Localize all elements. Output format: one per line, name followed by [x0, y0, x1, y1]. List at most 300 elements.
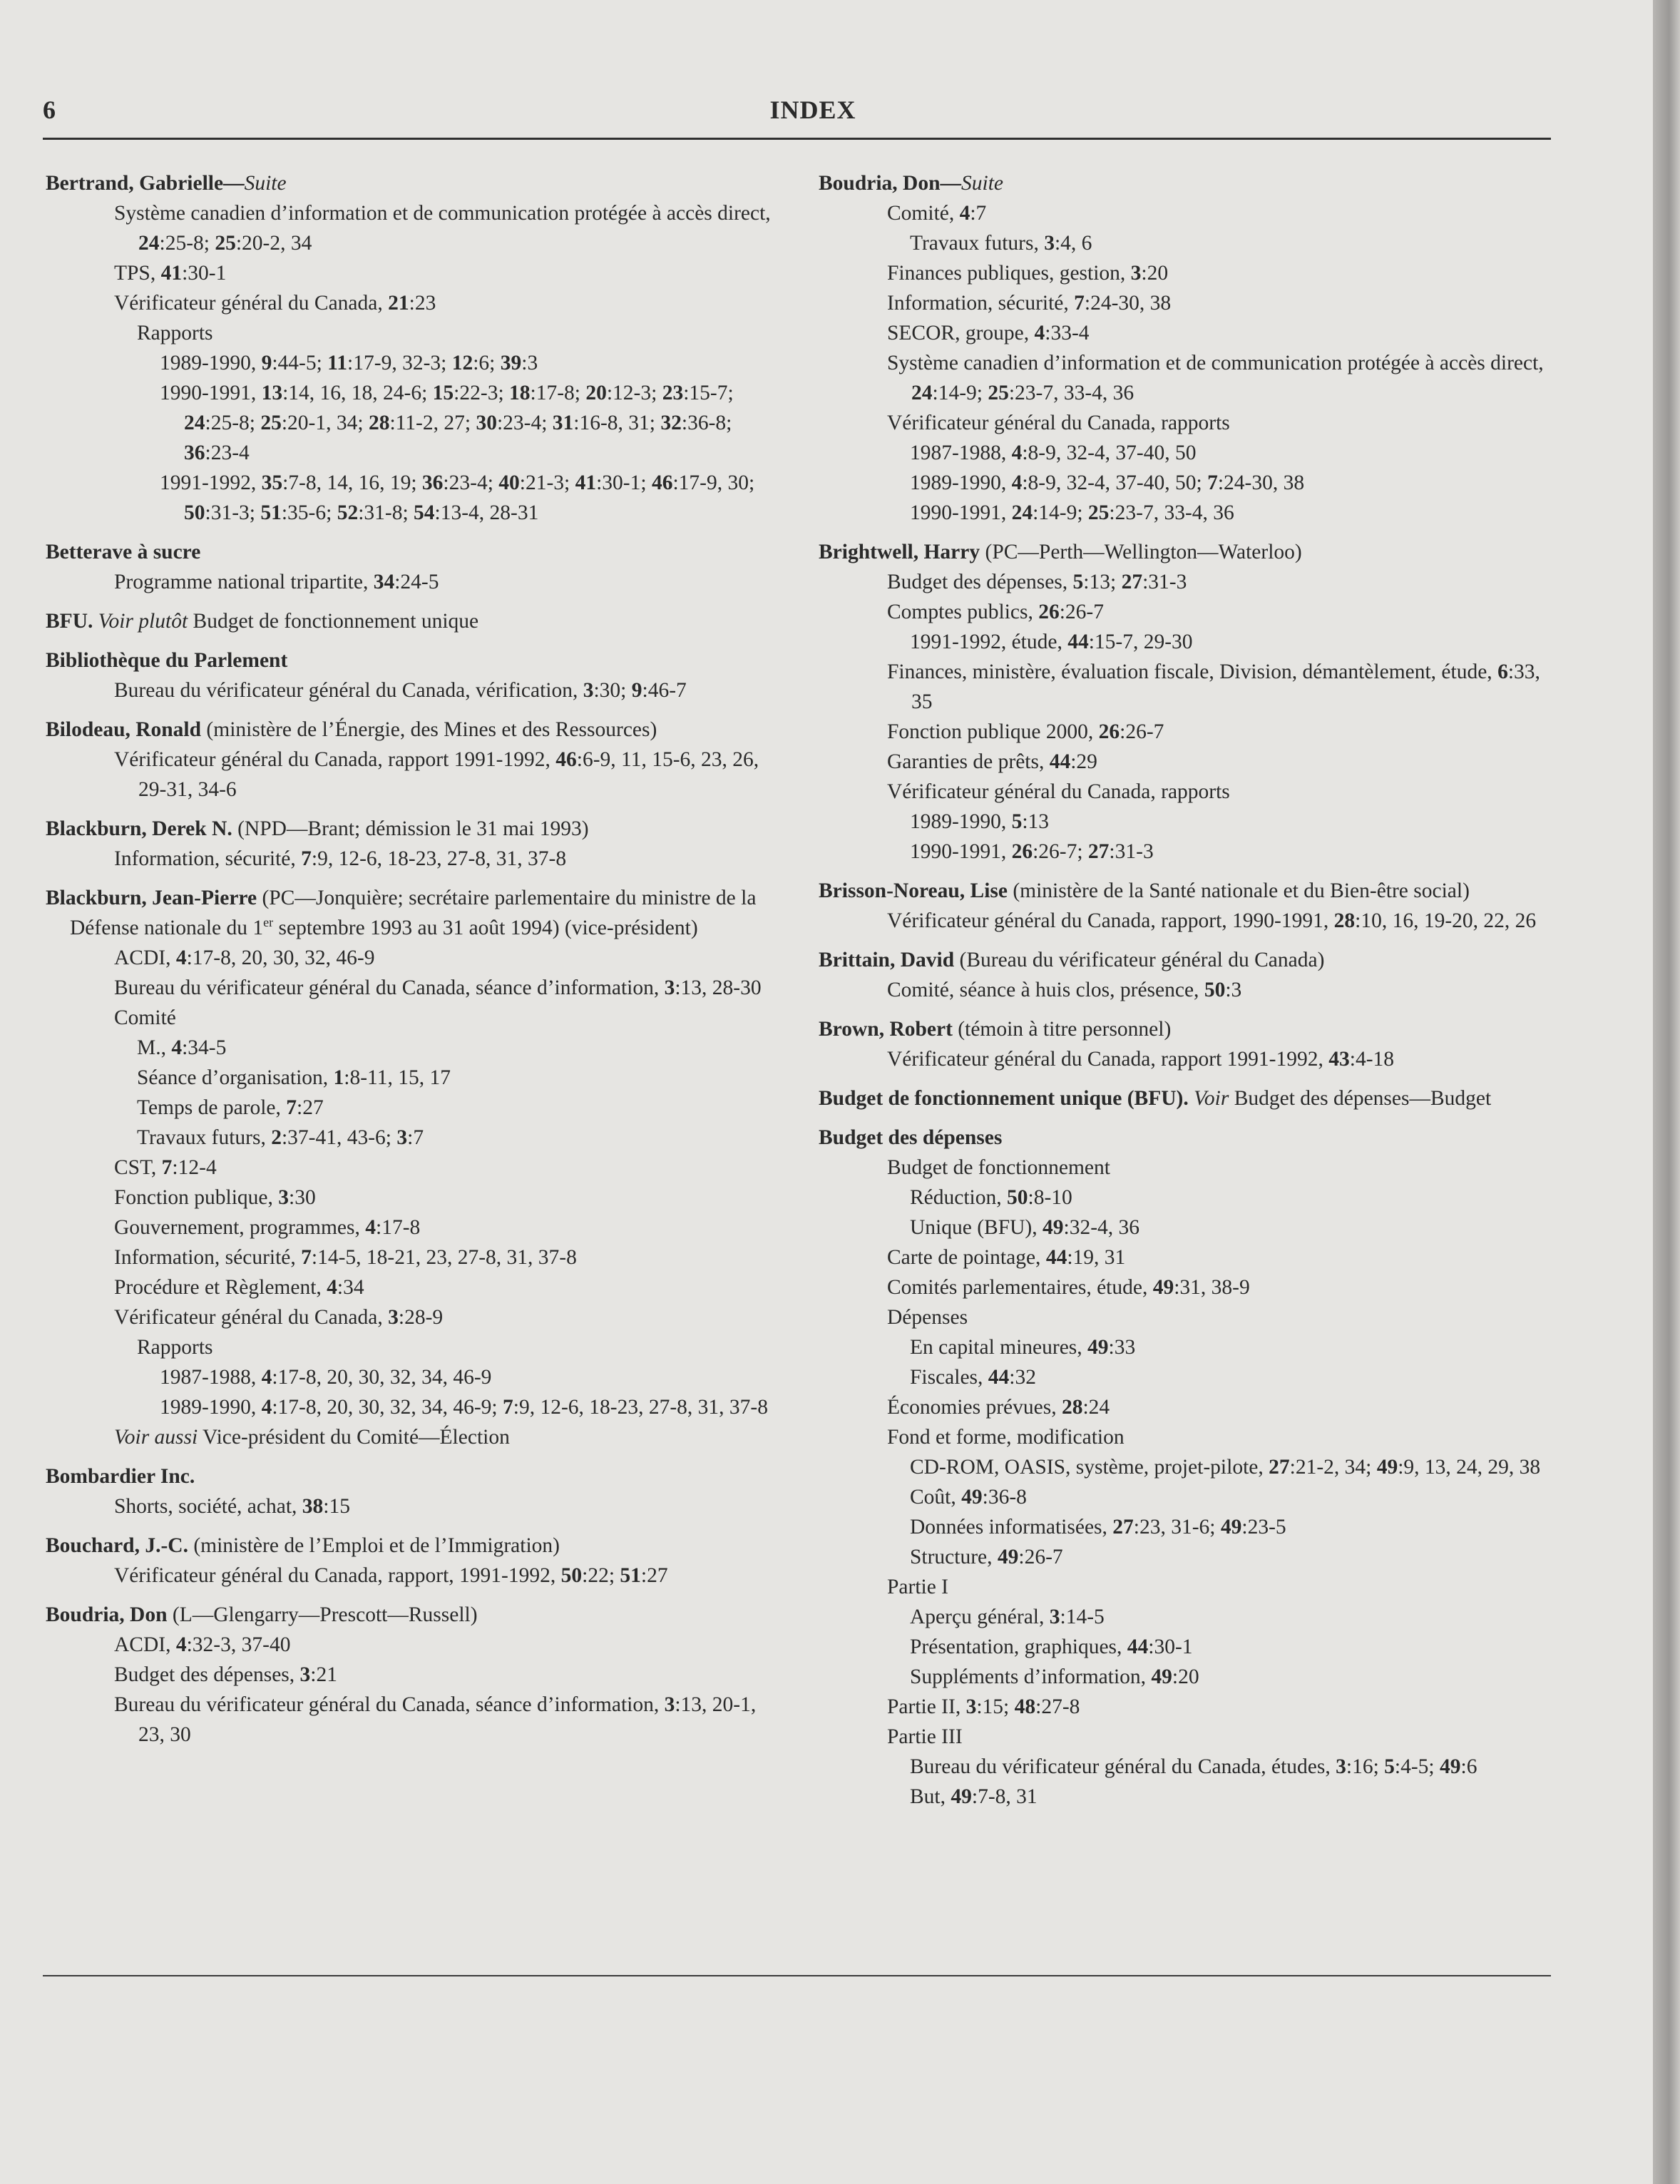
entry-text: Système canadien d’information et de communication protégée à accès direct,	[114, 202, 771, 225]
entry-text: :8-9, 32-4, 37-40, 50	[1022, 442, 1197, 464]
volume-number: 3	[396, 1126, 408, 1149]
volume-number: 23	[662, 382, 684, 404]
subentry-level-1	[46, 1003, 780, 1033]
entry-text: Budget des dépenses,	[114, 1663, 300, 1686]
entry-text: Vérificateur général du Canada, rapports	[887, 780, 1230, 803]
index-entry	[819, 1014, 1553, 1074]
entry-text: :4-5;	[1394, 1755, 1440, 1778]
entry-text: :16-8, 31;	[573, 412, 661, 434]
subentry-level-1	[46, 1660, 780, 1690]
volume-number: 24	[138, 232, 160, 255]
entry-heading	[819, 1123, 1553, 1153]
entry-text: :6-9, 11, 15-6, 23, 26, 29-31, 34-6	[138, 748, 759, 801]
volume-number: 21	[388, 292, 409, 315]
entry-text: :23	[409, 292, 436, 315]
entry-text: Système canadien d’information et de communication protégée à accès direct,	[887, 352, 1544, 374]
entry-text: Vérificateur général du Canada,	[114, 292, 389, 315]
entry-text: Partie III	[887, 1725, 963, 1748]
entry-text: :17-8;	[530, 382, 586, 404]
entry-text: Partie I	[887, 1576, 949, 1598]
volume-number: Bombardier Inc.	[46, 1465, 195, 1488]
entry-text: :35-6;	[281, 501, 337, 524]
cross-reference-label: Voir aussi	[114, 1426, 198, 1449]
volume-number: Betterave à sucre	[46, 541, 201, 563]
entry-text: CD-ROM, OASIS, système, projet-pilote,	[910, 1456, 1269, 1479]
volume-number: 20	[585, 382, 607, 404]
entry-text: CST,	[114, 1156, 162, 1179]
volume-number: 49	[997, 1546, 1019, 1568]
volume-number: 27	[1112, 1516, 1134, 1539]
entry-heading	[46, 537, 780, 567]
index-entry	[46, 715, 780, 805]
subentry-level-1	[46, 1690, 780, 1750]
volume-number: 5	[1384, 1755, 1395, 1778]
entry-text: :8-10	[1028, 1186, 1072, 1209]
subentry-level-1	[46, 1183, 780, 1213]
volume-number: 18	[509, 382, 531, 404]
entry-heading	[46, 168, 780, 198]
volume-number: 36	[184, 442, 205, 464]
entry-text: :30;	[593, 679, 632, 702]
entry-text: :27	[297, 1096, 324, 1119]
volume-number: 44	[1067, 631, 1089, 653]
index-entry	[819, 945, 1553, 1005]
entry-text: Procédure et Règlement,	[114, 1276, 327, 1299]
entry-text: :4-18	[1349, 1048, 1395, 1071]
volume-number: 6	[1497, 660, 1508, 683]
entry-text: Information, sécurité,	[114, 1246, 302, 1269]
entry-text: :31-8;	[358, 501, 414, 524]
entry-text: Bureau du vérificateur général du Canada, séance d’information,	[114, 976, 665, 999]
index-entry	[819, 1083, 1553, 1113]
subentry-level-2	[819, 468, 1553, 498]
entry-text: :10, 16, 19-20, 22, 26	[1355, 909, 1537, 932]
subentry-level-3	[46, 1362, 780, 1392]
entry-text: ACDI,	[114, 946, 176, 969]
entry-text: (NPD—Brant; démission le 31 mai 1993)	[232, 817, 589, 840]
entry-text: :15-7, 29-30	[1088, 631, 1193, 653]
entry-text: :24	[1082, 1396, 1110, 1419]
entry-text: :23-7, 33-4, 36	[1109, 501, 1234, 524]
volume-number: 48	[1014, 1695, 1036, 1718]
entry-heading	[819, 876, 1553, 906]
subentry-level-1	[819, 717, 1553, 747]
entry-text: 1990-1991,	[910, 840, 1012, 863]
entry-text: 1991-1992, étude,	[910, 631, 1068, 653]
entry-text: :20-2, 34	[235, 232, 312, 255]
entry-text: :32-3, 37-40	[186, 1633, 291, 1656]
entry-text: :31, 38-9	[1174, 1276, 1250, 1299]
volume-number: 35	[261, 471, 283, 494]
volume-number: 15	[432, 382, 454, 404]
volume-number: 3	[664, 1693, 675, 1716]
entry-text: :30	[289, 1186, 316, 1209]
entry-text: Travaux futurs,	[137, 1126, 272, 1149]
volume-number: 39	[500, 352, 522, 374]
footer-rule	[43, 1975, 1551, 1976]
volume-number: 26	[1038, 601, 1060, 623]
volume-number: 4	[365, 1216, 377, 1239]
index-entry	[46, 645, 780, 705]
entry-text: 1990-1991,	[160, 382, 262, 404]
subentry-level-2	[46, 318, 780, 348]
volume-number: 3	[664, 976, 675, 999]
subentry-level-3	[46, 468, 780, 528]
entry-heading	[46, 606, 780, 636]
entry-heading	[46, 1531, 780, 1561]
entry-text: Suppléments d’information,	[910, 1665, 1152, 1688]
entry-text: Partie II,	[887, 1695, 966, 1718]
volume-number: Bibliothèque du Parlement	[46, 649, 288, 672]
entry-heading	[819, 1014, 1553, 1044]
volume-number: Brittain, David	[819, 949, 955, 971]
entry-text: :15;	[976, 1695, 1015, 1718]
subentry-level-3	[46, 378, 780, 468]
volume-number: 9	[261, 352, 272, 374]
entry-text: :34-5	[182, 1036, 227, 1059]
volume-number: Blackburn, Derek N.	[46, 817, 232, 840]
subentry-level-1	[819, 198, 1553, 228]
volume-number: 3	[1130, 262, 1142, 285]
volume-number: 4	[261, 1366, 272, 1389]
subentry-level-2	[819, 1482, 1553, 1512]
volume-number: 28	[1061, 1396, 1083, 1419]
subentry-level-1	[46, 943, 780, 973]
entry-text: :7	[970, 202, 987, 225]
entry-heading	[819, 945, 1553, 975]
volume-number: 43	[1328, 1048, 1350, 1071]
entry-text: Fiscales,	[910, 1366, 988, 1389]
index-column-left	[46, 168, 780, 1759]
entry-text: :9, 12-6, 18-23, 27-8, 31, 37-8	[513, 1396, 768, 1419]
subentry-level-1	[46, 1153, 780, 1183]
subentry-level-1	[819, 657, 1553, 717]
entry-text: Réduction,	[910, 1186, 1008, 1209]
entry-text: :12-3;	[606, 382, 662, 404]
entry-text: :36-8	[982, 1486, 1027, 1509]
entry-heading	[46, 715, 780, 745]
entry-text: :17-8, 20, 30, 32, 34, 46-9	[272, 1366, 492, 1389]
entry-text: Structure,	[910, 1546, 998, 1568]
entry-text: :13;	[1083, 571, 1122, 593]
entry-text: :17-8	[376, 1216, 421, 1239]
volume-number: 7	[301, 847, 312, 870]
entry-text: :7	[407, 1126, 424, 1149]
entry-text: :22;	[582, 1564, 620, 1587]
entry-text: :44-5;	[272, 352, 328, 374]
volume-number: 26	[1098, 720, 1120, 743]
entry-text: En capital mineures,	[910, 1336, 1088, 1359]
page-number: 6	[43, 96, 56, 124]
subentry-level-1	[819, 1302, 1553, 1332]
subentry-level-3	[46, 1392, 780, 1422]
volume-number: 3	[966, 1695, 977, 1718]
index-column-right	[819, 168, 1553, 1821]
volume-number: 7	[301, 1246, 312, 1269]
entry-text: :23-7, 33-4, 36	[1008, 382, 1134, 404]
volume-number: 7	[1207, 471, 1218, 494]
volume-number: 27	[1121, 571, 1143, 593]
entry-text: Comités parlementaires, étude,	[887, 1276, 1153, 1299]
subentry-level-1	[819, 975, 1553, 1005]
volume-number: 34	[373, 571, 395, 593]
entry-text: Budget des dépenses—Budget	[1229, 1087, 1492, 1110]
volume-number: 49	[1151, 1665, 1172, 1688]
entry-text: :24-30, 38	[1217, 471, 1305, 494]
entry-text: :19, 31	[1067, 1246, 1126, 1269]
volume-number: 50	[184, 501, 205, 524]
entry-text: :22-3;	[454, 382, 510, 404]
entry-text: :11-2, 27;	[389, 412, 476, 434]
entry-text: (ministère de l’Énergie, des Mines et des Ressources)	[201, 718, 657, 741]
subentry-level-1	[46, 567, 780, 597]
subentry-level-1	[819, 1392, 1553, 1422]
entry-text: :8-11, 15, 17	[344, 1066, 451, 1089]
volume-number: 50	[560, 1564, 583, 1587]
entry-text: :13, 20-1, 23, 30	[138, 1693, 757, 1746]
entry-text: SECOR, groupe,	[887, 322, 1035, 345]
entry-text: Unique (BFU),	[910, 1216, 1043, 1239]
entry-text: :32	[1009, 1366, 1036, 1389]
subentry-level-2	[46, 1063, 780, 1093]
entry-text: :16;	[1346, 1755, 1385, 1778]
entry-text: (ministère de la Santé nationale et du Bien-être social)	[1007, 879, 1470, 902]
volume-number: 4	[175, 946, 187, 969]
subentry-level-2	[819, 438, 1553, 468]
entry-text: Comité	[114, 1006, 176, 1029]
entry-text: :13, 28-30	[675, 976, 762, 999]
entry-text: :9, 13, 24, 29, 38	[1398, 1456, 1541, 1479]
subentry-level-1	[46, 1422, 780, 1452]
cross-reference-label: Suite	[961, 172, 1003, 195]
volume-number: Boudria, Don—	[819, 172, 961, 195]
subentry-level-2	[819, 1662, 1553, 1692]
volume-number: 12	[451, 352, 473, 374]
entry-text: :20-1, 34;	[281, 412, 369, 434]
cross-reference-label: Voir	[1194, 1087, 1229, 1110]
index-entry	[46, 606, 780, 636]
volume-number: 7	[503, 1396, 513, 1419]
volume-number: 49	[961, 1486, 983, 1509]
volume-number: 49	[1152, 1276, 1174, 1299]
entry-text: 1987-1988,	[160, 1366, 262, 1389]
page-title: INDEX	[769, 96, 856, 124]
entry-text: Séance d’organisation,	[137, 1066, 334, 1089]
subentry-level-1	[46, 844, 780, 874]
subentry-level-2	[46, 1332, 780, 1362]
volume-number: 3	[388, 1306, 399, 1329]
entry-text: :17-9, 32-3;	[347, 352, 452, 374]
entry-text: Garanties de prêts,	[887, 750, 1050, 773]
volume-number: 25	[215, 232, 236, 255]
entry-text: :4, 6	[1054, 232, 1092, 255]
entry-text: :26-7	[1018, 1546, 1063, 1568]
entry-text: Budget des dépenses,	[887, 571, 1073, 593]
entry-text: :27-8	[1035, 1695, 1080, 1718]
entry-text: :23, 31-6;	[1133, 1516, 1221, 1539]
entry-text: :13	[1022, 810, 1050, 833]
volume-number: 27	[1087, 840, 1110, 863]
subentry-level-1	[819, 288, 1553, 318]
volume-number: Bertrand, Gabrielle—	[46, 172, 245, 195]
entry-text: :25-8;	[205, 412, 261, 434]
subentry-level-1	[819, 1572, 1553, 1602]
volume-number: 46	[555, 748, 577, 771]
entry-text: :36-8;	[681, 412, 732, 434]
entry-text: :29	[1070, 750, 1097, 773]
entry-text: Aperçu général,	[910, 1606, 1050, 1628]
volume-number: 7	[286, 1096, 297, 1119]
index-entry	[46, 1461, 780, 1521]
subentry-level-1	[819, 777, 1553, 807]
volume-number: 3	[299, 1663, 311, 1686]
entry-text: Finances, ministère, évaluation fiscale, Division, démantèlement, étude,	[887, 660, 1498, 683]
volume-number: 32	[660, 412, 682, 434]
index-entry	[46, 814, 780, 874]
volume-number: 25	[1087, 501, 1110, 524]
subentry-level-1	[819, 747, 1553, 777]
volume-number: 4	[1011, 442, 1023, 464]
entry-text: :21-2, 34;	[1289, 1456, 1377, 1479]
entry-text: 1987-1988,	[910, 442, 1012, 464]
volume-number: 3	[1049, 1606, 1060, 1628]
entry-text: :31-3;	[205, 501, 261, 524]
volume-number: 38	[302, 1495, 324, 1518]
subentry-level-1	[819, 567, 1553, 597]
volume-number: 41	[160, 262, 183, 285]
volume-number: 44	[988, 1366, 1010, 1389]
subentry-level-2	[819, 837, 1553, 867]
volume-number: 4	[1034, 322, 1045, 345]
entry-text: :27	[640, 1564, 668, 1587]
volume-number: 5	[1072, 571, 1084, 593]
entry-text: :37-41, 43-6;	[281, 1126, 397, 1149]
volume-number: Brisson-Noreau, Lise	[819, 879, 1008, 902]
volume-number: 28	[1333, 909, 1356, 932]
entry-text: :14-5, 18-21, 23, 27-8, 31, 37-8	[311, 1246, 577, 1269]
subentry-level-1	[819, 408, 1553, 438]
entry-text: Présentation, graphiques,	[910, 1636, 1127, 1658]
entry-heading	[46, 814, 780, 844]
volume-number: 44	[1049, 750, 1071, 773]
entry-text: :26-7;	[1033, 840, 1088, 863]
subentry-level-2	[819, 1362, 1553, 1392]
subentry-level-1	[819, 1422, 1553, 1452]
volume-number: 4	[959, 202, 970, 225]
volume-number: 25	[260, 412, 282, 434]
volume-number: 51	[620, 1564, 641, 1587]
volume-number: 5	[1011, 810, 1023, 833]
volume-number: 49	[1087, 1336, 1109, 1359]
entry-text: :34	[337, 1276, 364, 1299]
index-entry	[46, 1531, 780, 1591]
entry-text: :15-7;	[683, 382, 734, 404]
volume-number: 13	[261, 382, 283, 404]
entry-text: :46-7	[642, 679, 687, 702]
entry-text: (Bureau du vérificateur général du Canada)	[954, 949, 1325, 971]
volume-number: 4	[175, 1633, 187, 1656]
entry-text: :33	[1108, 1336, 1136, 1359]
entry-text: 1991-1992,	[160, 471, 262, 494]
volume-number: 49	[1376, 1456, 1398, 1479]
entry-text: Bureau du vérificateur général du Canada, vérification,	[114, 679, 583, 702]
volume-number: 24	[184, 412, 205, 434]
volume-number: 31	[552, 412, 574, 434]
volume-number: 4	[1011, 471, 1023, 494]
volume-number: 3	[1336, 1755, 1346, 1778]
index-entry	[819, 876, 1553, 936]
entry-text: Travaux futurs,	[910, 232, 1045, 255]
entry-heading	[819, 537, 1553, 567]
index-entry	[46, 1600, 780, 1750]
entry-text: :31-3	[1142, 571, 1187, 593]
entry-text: :31-3	[1109, 840, 1154, 863]
entry-text: Vérificateur général du Canada, rapport, 1991-1992,	[114, 1564, 561, 1587]
index-entry	[46, 537, 780, 597]
entry-text: M.,	[137, 1036, 172, 1059]
cross-reference-label: Voir plutôt	[98, 610, 188, 633]
entry-text: Rapports	[137, 1336, 213, 1359]
entry-text: Budget de fonctionnement	[887, 1156, 1110, 1179]
entry-text: Comptes publics,	[887, 601, 1039, 623]
subentry-level-1	[46, 258, 780, 288]
volume-number: 49	[1440, 1755, 1461, 1778]
subentry-level-2	[819, 627, 1553, 657]
entry-text: Rapports	[137, 322, 213, 345]
volume-number: 1	[333, 1066, 344, 1089]
volume-number: Budget de fonctionnement unique (BFU).	[819, 1087, 1194, 1110]
entry-text: :15	[323, 1495, 350, 1518]
entry-text: :23-4;	[496, 412, 553, 434]
subentry-level-2	[819, 1183, 1553, 1213]
subentry-level-1	[819, 318, 1553, 348]
entry-text: :23-4	[205, 442, 250, 464]
subentry-level-2	[819, 1602, 1553, 1632]
entry-text: :30-1;	[596, 471, 652, 494]
subentry-level-1	[46, 1272, 780, 1302]
entry-text: :17-8, 20, 30, 32, 34, 46-9;	[272, 1396, 503, 1419]
entry-text: :8-9, 32-4, 37-40, 50;	[1022, 471, 1208, 494]
volume-number: Brown, Robert	[819, 1018, 953, 1041]
volume-number: 9	[631, 679, 642, 702]
subentry-level-1	[819, 1153, 1553, 1183]
entry-text: :6;	[473, 352, 501, 374]
entry-heading	[819, 1083, 1553, 1113]
page-gutter	[1653, 0, 1680, 2184]
volume-number: Blackburn, Jean-Pierre	[46, 887, 257, 909]
entry-text: TPS,	[114, 262, 161, 285]
volume-number: 2	[271, 1126, 282, 1149]
subentry-level-2	[819, 1332, 1553, 1362]
subentry-level-2	[46, 1093, 780, 1123]
entry-text: :24-30, 38	[1084, 292, 1172, 315]
subentry-level-1	[46, 675, 780, 705]
volume-number: 3	[278, 1186, 290, 1209]
entry-text: Vérificateur général du Canada, rapport, 1990-1991,	[887, 909, 1334, 932]
entry-text: But,	[910, 1785, 951, 1808]
volume-number: 44	[1045, 1246, 1067, 1269]
volume-number: 46	[651, 471, 673, 494]
volume-number: 25	[988, 382, 1009, 404]
entry-text: (ministère de l’Emploi et de l’Immigration)	[188, 1534, 560, 1557]
entry-text: :9, 12-6, 18-23, 27-8, 31, 37-8	[311, 847, 567, 870]
entry-text: Dépenses	[887, 1306, 968, 1329]
entry-text: Comité, séance à huis clos, présence,	[887, 979, 1204, 1001]
entry-heading	[819, 168, 1553, 198]
entry-text: :28-9	[398, 1306, 444, 1329]
volume-number: 27	[1269, 1456, 1290, 1479]
subentry-level-1	[46, 1242, 780, 1272]
